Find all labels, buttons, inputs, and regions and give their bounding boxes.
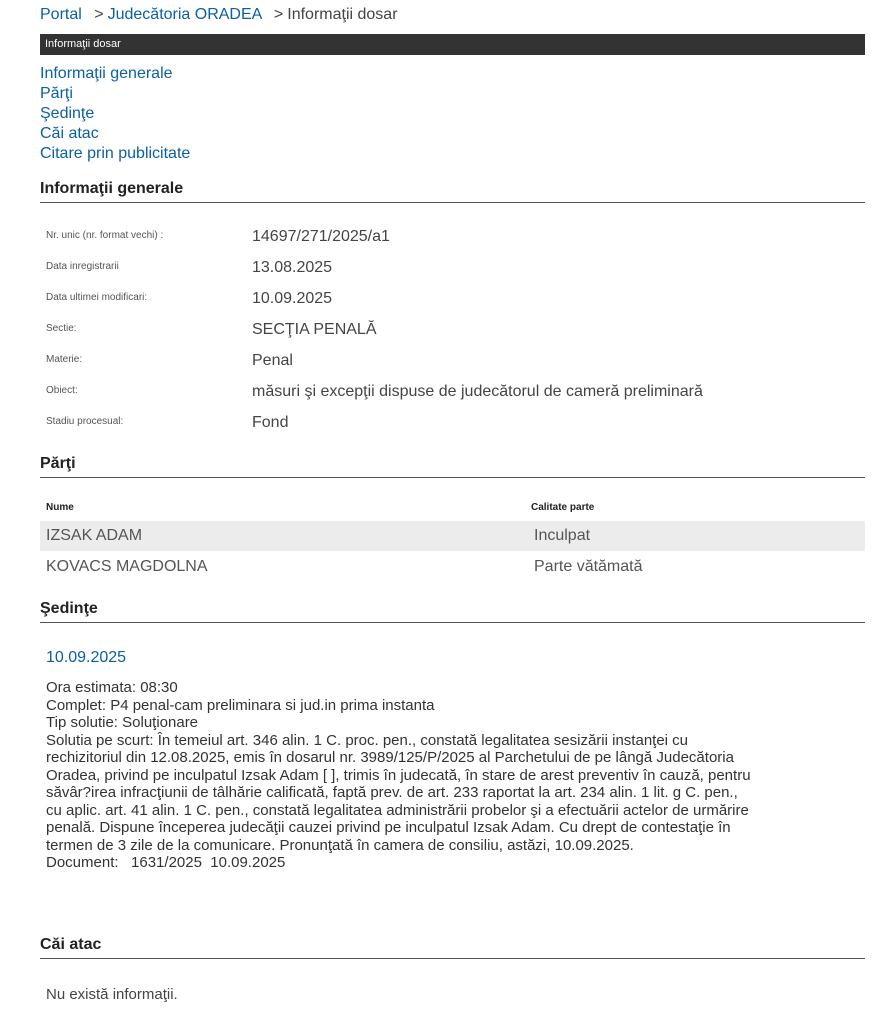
page-header-bar: Informaţii dosar bbox=[40, 34, 865, 55]
breadcrumb-court-link[interactable]: Judecătoria ORADEA bbox=[107, 6, 262, 23]
session-line: Ora estimata: 08:30 bbox=[46, 679, 178, 696]
info-label: Nr. unic (nr. format vechi) : bbox=[46, 230, 164, 241]
breadcrumb-current: Informaţii dosar bbox=[287, 6, 398, 23]
table-row bbox=[40, 552, 865, 582]
session-date: 10.09.2025 bbox=[46, 649, 127, 666]
session-line: Solutia pe scurt: În temeiul art. 346 alin. 1 C. proc. pen., constată legalitatea sesizării instanţei cu bbox=[46, 731, 689, 749]
nav-link-citare[interactable]: Citare prin publicitate bbox=[40, 145, 191, 162]
session-line: cu aplic. art. 41 alin. 1 C. pen., constată legalitatea administrării probelor şi a efectuării actelor de urmărire bbox=[46, 801, 749, 819]
nav-link-general[interactable]: Informaţii generale bbox=[40, 65, 173, 82]
session-line: Tip solutie: Soluţionare bbox=[46, 714, 199, 731]
breadcrumb-portal-link[interactable]: Portal bbox=[40, 6, 82, 23]
info-label: Materie: bbox=[46, 354, 83, 365]
session-line: termen de 3 zile de la comunicare. Pronunţată în camera de consiliu, astăzi, 10.09.2025. bbox=[46, 836, 634, 854]
session-line: rechizitoriul din 12.08.2025, emis în dosarul nr. 3989/125/P/2025 al Parchetului de pe lângă Judecătoria bbox=[46, 749, 734, 766]
session-line: Oradea, privind pe inculpatul Izsak Adam [ ], trimis în judecată, în stare de arest preventiv în cauză, pentru bbox=[46, 766, 751, 784]
section-title-sedinte: Şedinţe bbox=[40, 600, 865, 623]
column-header-calitate: Calitate parte bbox=[531, 502, 595, 513]
column-header-nume: Nume bbox=[46, 502, 74, 513]
info-label: Obiect: bbox=[46, 385, 78, 396]
breadcrumb-separator: > bbox=[94, 6, 104, 23]
session-line: Complet: P4 penal-cam preliminara si jud.in prima instanta bbox=[46, 696, 435, 714]
info-value: Penal bbox=[252, 352, 293, 369]
info-value: 14697/271/2025/a1 bbox=[252, 228, 390, 245]
section-nav bbox=[40, 64, 190, 164]
info-label: Sectie: bbox=[46, 323, 77, 334]
session-details bbox=[46, 679, 856, 872]
info-value: 10.09.2025 bbox=[252, 290, 333, 307]
info-label: Data inregistrarii bbox=[46, 261, 119, 272]
session-line: penală. Dispune începerea judecăţii cauzei privind pe inculpatul Izsak Adam. Cu drept de contestaţie în bbox=[46, 819, 731, 836]
nav-link-cai-atac[interactable]: Căi atac bbox=[40, 125, 99, 142]
party-name: IZSAK ADAM bbox=[46, 527, 143, 544]
session-line: săvâr?irea infracţiunii de tâlhărie calificată, faptă prev. de art. 233 raportat la art. 234 alin. 1 lit. g C. pen., bbox=[46, 784, 738, 801]
breadcrumb-separator: > bbox=[273, 6, 284, 23]
section-title-cai-atac: Căi atac bbox=[40, 936, 865, 959]
info-value: măsuri şi excepţii dispuse de judecătorul de cameră preliminară bbox=[252, 383, 703, 400]
nav-link-parti[interactable]: Părţi bbox=[40, 85, 73, 102]
info-value: SECŢIA PENALĂ bbox=[252, 321, 377, 338]
session-document: Document: 1631/2025 10.09.2025 bbox=[46, 854, 286, 871]
party-role: Parte vătămată bbox=[534, 558, 643, 575]
nav-link-sedinte[interactable]: Şedinţe bbox=[40, 105, 95, 122]
breadcrumb bbox=[40, 6, 398, 24]
empty-state-text: Nu există informaţii. bbox=[46, 986, 178, 1003]
party-name: KOVACS MAGDOLNA bbox=[46, 558, 208, 575]
info-label: Data ultimei modificari: bbox=[46, 292, 148, 303]
table-row bbox=[40, 521, 865, 551]
info-label: Stadiu procesual: bbox=[46, 416, 124, 427]
section-title-parti: Părţi bbox=[40, 455, 865, 478]
party-role: Inculpat bbox=[534, 527, 591, 544]
info-value: 13.08.2025 bbox=[252, 259, 333, 276]
info-value: Fond bbox=[252, 414, 289, 431]
section-title-general: Informaţii generale bbox=[40, 180, 865, 203]
